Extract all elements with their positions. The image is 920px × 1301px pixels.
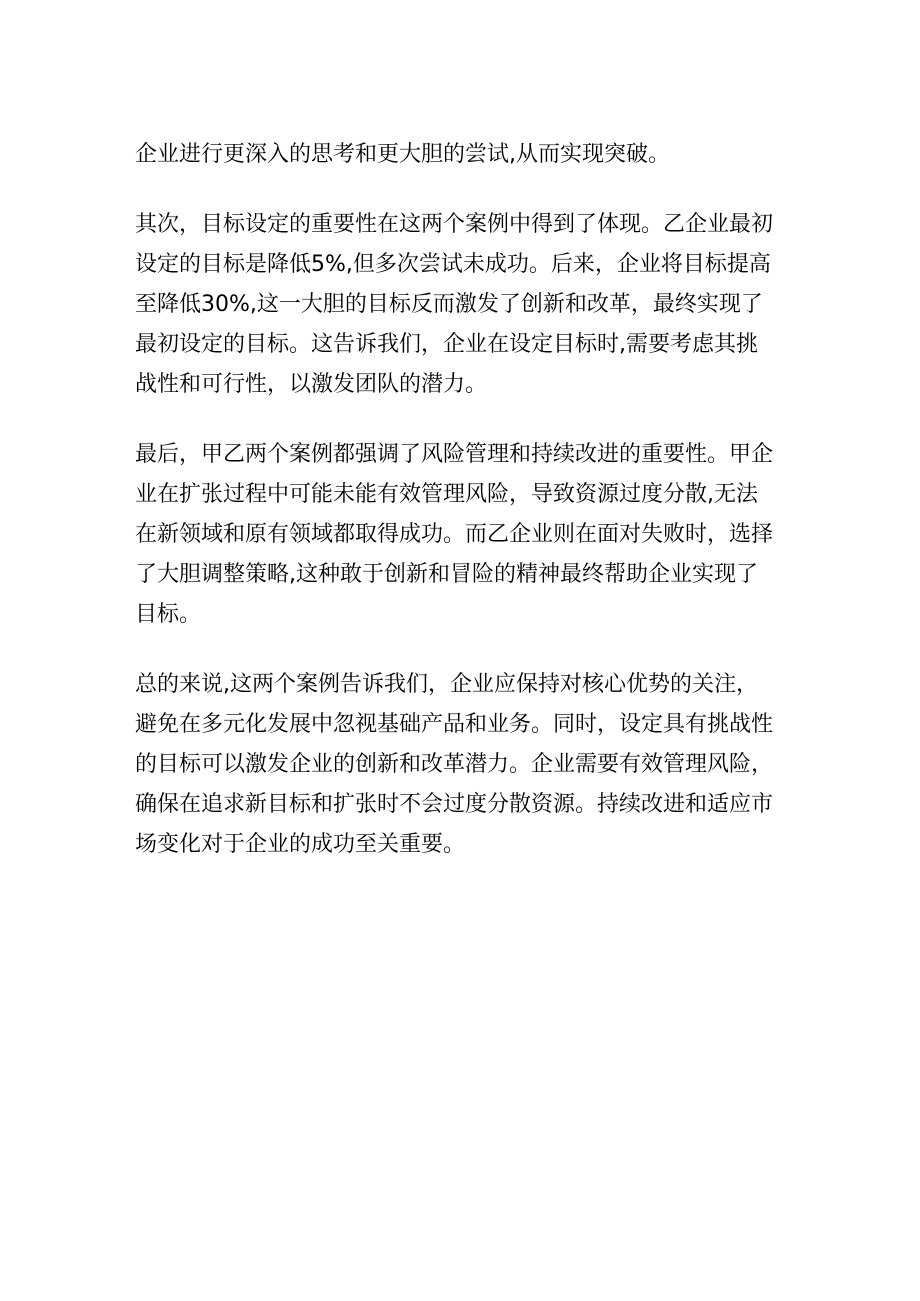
text-line: 在新领域和原有领域都取得成功。而乙企业则在面对失败时，选择 (135, 522, 774, 547)
text-line: 战性和可行性，以激发团队的潜力。 (135, 372, 488, 397)
text-line: 最初设定的目标。这告诉我们，企业在设定目标时,需要考虑其挑 (135, 332, 758, 357)
paragraph-3 (135, 435, 795, 635)
paragraph-4 (135, 665, 795, 865)
text-line: 其次，目标设定的重要性在这两个案例中得到了体现。乙企业最初 (135, 212, 774, 237)
text-line: 了大胆调整策略,这种敢于创新和冒险的精神最终帮助企业实现了 (135, 562, 758, 587)
text-line: 的目标可以激发企业的创新和改革潜力。企业需要有效管理风险， (135, 752, 774, 777)
paragraph-2 (135, 205, 795, 405)
text-line: 目标。 (135, 602, 202, 627)
text-line: 总的来说,这两个案例告诉我们，企业应保持对核心优势的关注， (135, 672, 758, 697)
text-line: 最后，甲乙两个案例都强调了风险管理和持续改进的重要性。甲企 (135, 442, 774, 467)
text-line: 设定的目标是降低5%,但多次尝试未成功。后来，企业将目标提高 (135, 252, 771, 277)
text-line: 确保在追求新目标和扩张时不会过度分散资源。持续改进和适应市 (135, 792, 774, 817)
text-line: 场变化对于企业的成功至关重要。 (135, 832, 466, 857)
text-line: 业在扩张过程中可能未能有效管理风险，导致资源过度分散,无法 (135, 482, 758, 507)
paragraph-1 (135, 135, 795, 175)
text-line: 企业进行更深入的思考和更大胆的尝试,从而实现突破。 (135, 142, 670, 167)
document-body (135, 135, 795, 895)
text-line: 至降低30%,这一大胆的目标反而激发了创新和改革，最终实现了 (135, 292, 763, 317)
text-line: 避免在多元化发展中忽视基础产品和业务。同时，设定具有挑战性 (135, 712, 774, 737)
